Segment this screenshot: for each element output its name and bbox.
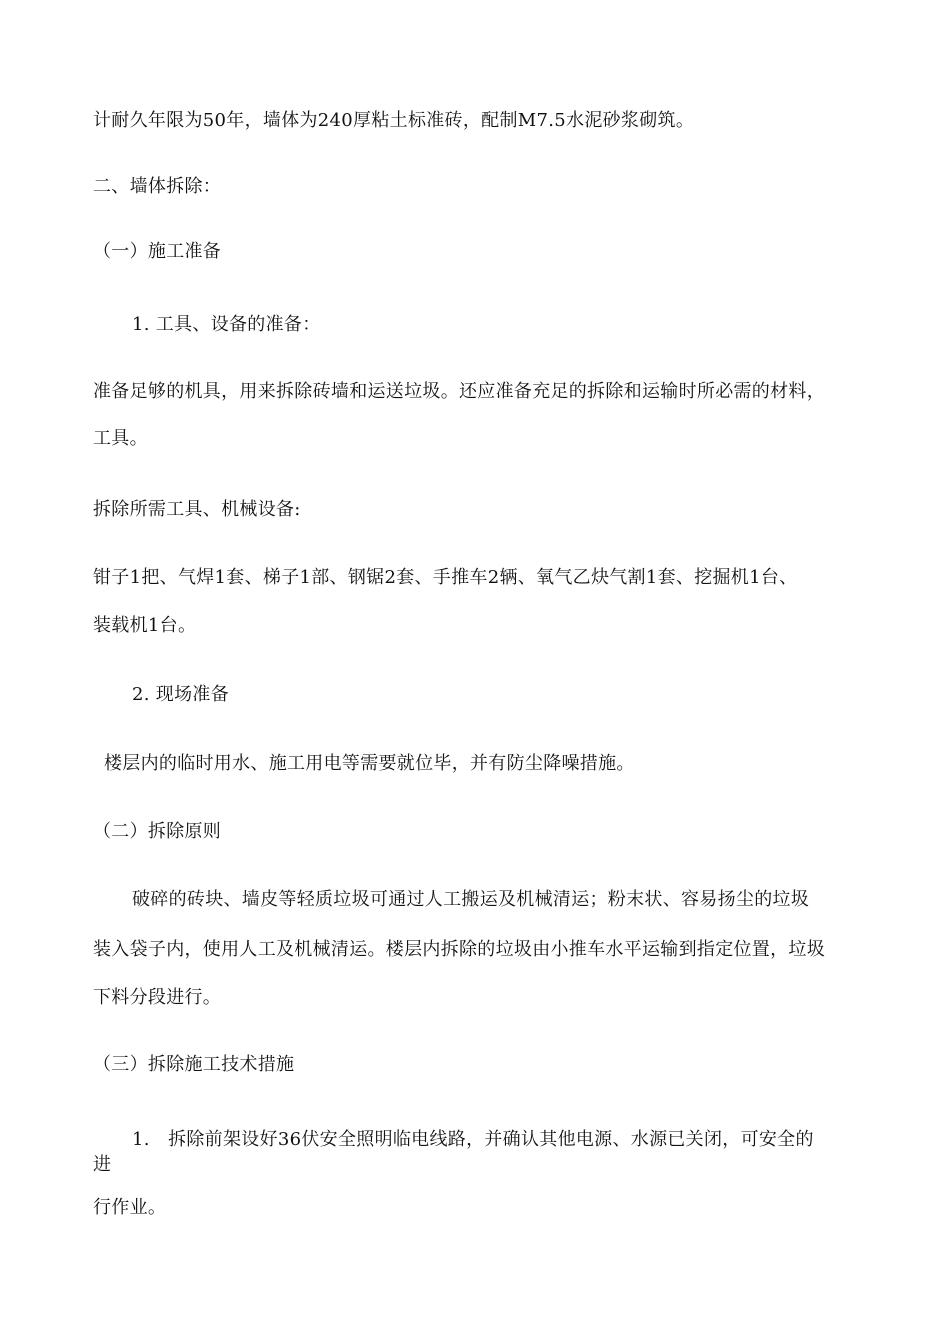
paragraph-principles-line-1: 破碎的砖块、墙皮等轻质垃圾可通过人工搬运及机械清运；粉末状、容易扬尘的垃圾	[132, 889, 810, 910]
measure-item-1-line-1: 1. 拆除前架设好36伏安全照明临电线路，并确认其他电源、水源已关闭，可安全的	[132, 1129, 814, 1150]
subsection-heading-preparation: （一）施工准备	[93, 241, 222, 262]
equipment-list-label: 拆除所需工具、机械设备:	[93, 499, 301, 520]
measure-item-1-line-2: 进	[93, 1154, 112, 1175]
paragraph-principles-line-3: 下料分段进行。	[93, 987, 222, 1008]
paragraph-site-preparation: 楼层内的临时用水、施工用电等需要就位毕，并有防尘降噪措施。	[104, 753, 635, 774]
equipment-list-line-1: 钳子1把、气焊1套、梯子1部、钢锯2套、手推车2辆、氧气乙炔气割1套、挖掘机1台、	[93, 567, 798, 588]
item-heading-site-preparation: 2. 现场准备	[132, 684, 229, 705]
subsection-heading-technical-measures: （三）拆除施工技术措施	[93, 1054, 295, 1075]
measure-item-1-line-3: 行作业。	[93, 1197, 167, 1218]
text-line-intro-continuation: 计耐久年限为50年，墙体为240厚粘土标准砖，配制M7.5水泥砂浆砌筑。	[93, 110, 695, 131]
paragraph-tools-line-1: 准备足够的机具，用来拆除砖墙和运送垃圾。还应准备充足的拆除和运输时所必需的材料，	[93, 381, 825, 402]
paragraph-principles-line-2: 装入袋子内，使用人工及机械清运。楼层内拆除的垃圾由小推车水平运输到指定位置，垃圾	[93, 939, 825, 960]
item-heading-tools: 1. 工具、设备的准备：	[132, 314, 321, 335]
section-heading-wall-demolition: 二、墙体拆除：	[93, 176, 222, 197]
equipment-list-line-2: 装载机1台。	[93, 615, 197, 636]
subsection-heading-principles: （二）拆除原则	[93, 821, 222, 842]
paragraph-tools-line-2: 工具。	[93, 428, 148, 449]
